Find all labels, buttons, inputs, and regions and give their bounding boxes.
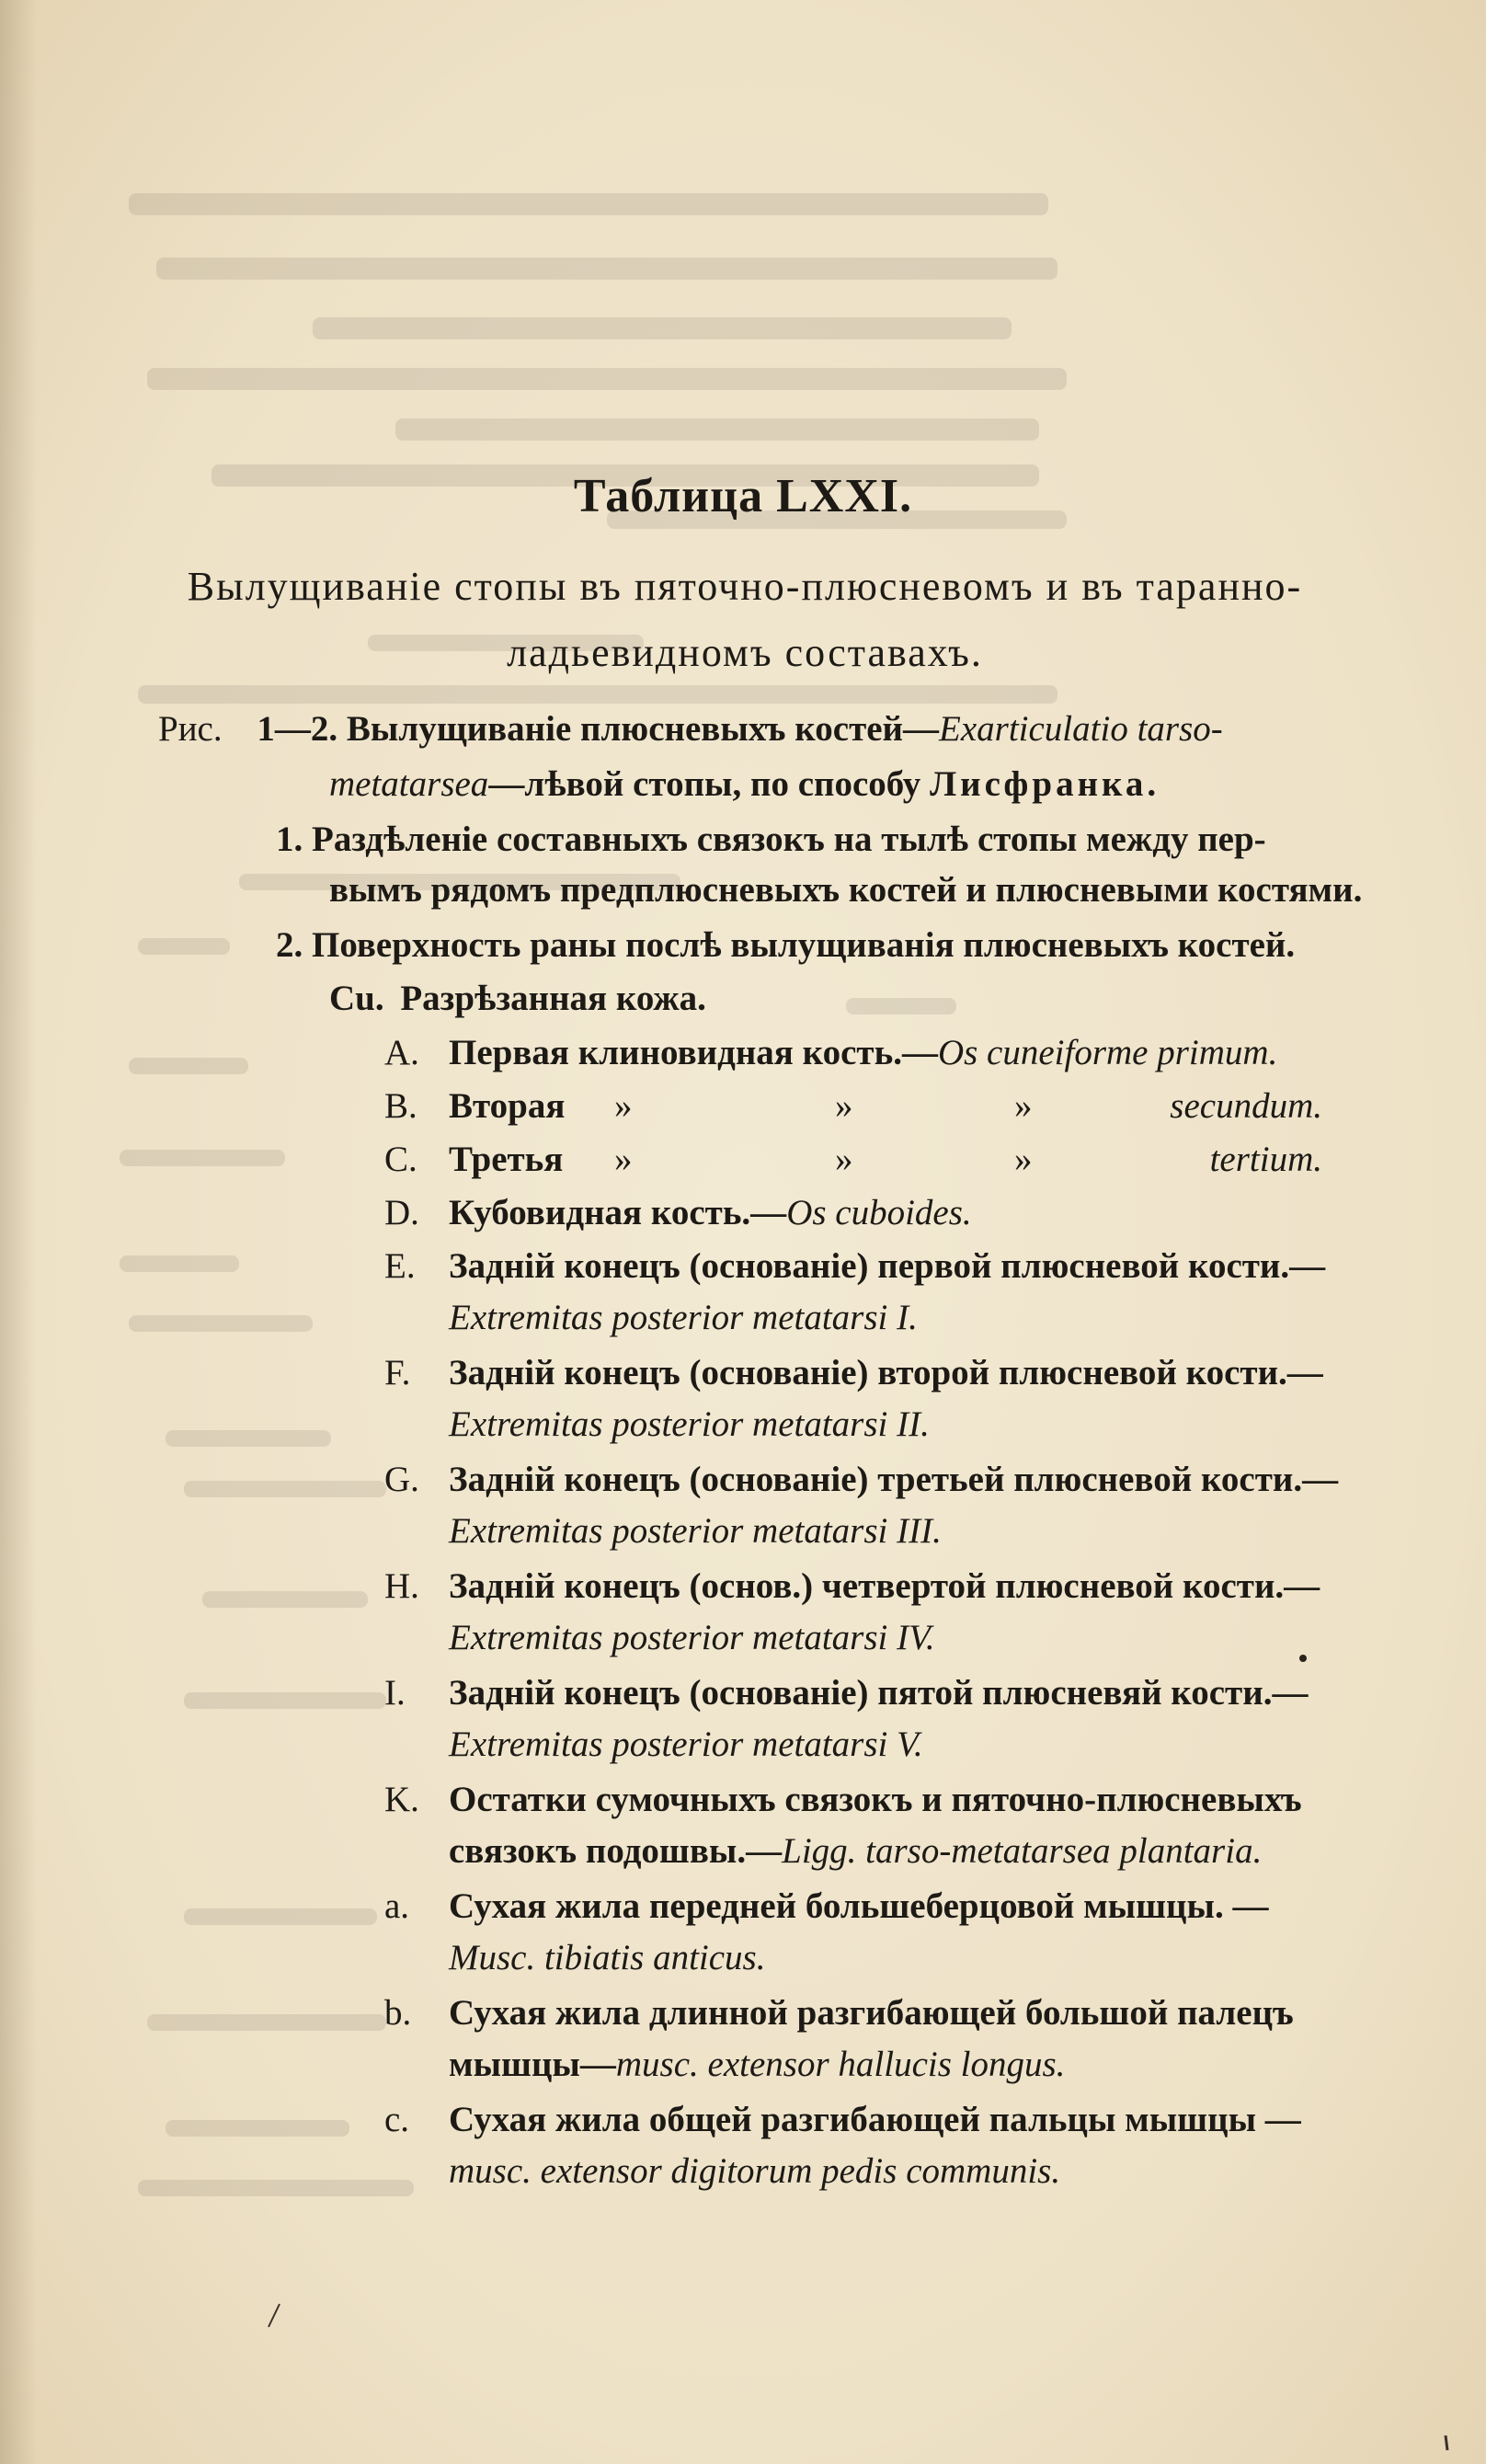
- entry-latin: tertium.: [1209, 1140, 1322, 1179]
- entry-ru: Третья: [449, 1140, 564, 1179]
- item-label: Cu.: [329, 979, 384, 1018]
- entry-ru: связокъ подошвы.—: [449, 1831, 783, 1871]
- figure-caption-line-1: [158, 708, 1223, 750]
- entry-label: B.: [384, 1086, 417, 1126]
- bone-entry: [384, 1032, 1277, 1073]
- entry-ru: Кубовидная кость.—: [449, 1193, 787, 1232]
- entry-latin: musc. extensor digitorum pedis communis.: [449, 2151, 1061, 2191]
- entry-latin: Extremitas posterior metatarsi III.: [449, 1511, 942, 1551]
- entry: [384, 1459, 1338, 1500]
- figure-prefix: Рис.: [158, 709, 223, 749]
- entry-ru: Сухая жила общей разгибающей пальцы мышцы —: [449, 2100, 1301, 2139]
- entry-label: a.: [384, 1886, 410, 1926]
- entry-latin: Os cuneiforme primum.: [937, 1033, 1278, 1072]
- entry-latin: secundum.: [1170, 1086, 1322, 1126]
- list-item: [276, 819, 1266, 860]
- figure-latin: Exarticulatio tarso-: [939, 709, 1223, 749]
- entry-label: D.: [384, 1193, 419, 1232]
- entry-latin: Extremitas posterior metatarsi I.: [449, 1298, 918, 1337]
- item-text: Раздѣленiе составныхъ связокъ на тылѣ стопы между пер-: [312, 819, 1266, 859]
- entry-latin: musc. extensor hallucis longus.: [615, 2045, 1066, 2084]
- subtitle-line: Вылущиванiе стопы въ пяточно-плюсневомъ и въ таранно-: [187, 564, 1303, 609]
- figure-author: Лисфранка.: [930, 764, 1160, 804]
- entry-continuation: [449, 1830, 1262, 1872]
- entry-ru: Заднiй конецъ (основанiе) третьей плюсневой кости.—: [449, 1460, 1339, 1499]
- entry-ru: Заднiй конецъ (основанiе) первой плюсневой кости.—: [449, 1246, 1326, 1286]
- entry-latin: Ligg. tarso-metatarsea plantaria.: [782, 1831, 1263, 1871]
- figure-text: Вылущиванiе плюсневыхъ костей—: [346, 709, 940, 749]
- entry-latin: Os cuboides.: [786, 1193, 972, 1232]
- entry-label: F.: [384, 1353, 411, 1392]
- list-item-continuation: вымъ рядомъ предплюсневыхъ костей и плюсневыми костями.: [329, 870, 1363, 910]
- bone-entry: [384, 1085, 1322, 1127]
- list-item: [276, 924, 1295, 966]
- entry-continuation: [449, 2044, 1065, 2085]
- entry-ru: Заднiй конецъ (основанiе) пятой плюсневяй кости.—: [449, 1673, 1309, 1713]
- item-label: 2.: [276, 925, 303, 965]
- entry: [384, 1245, 1325, 1287]
- entry-ru: Вторая: [449, 1086, 566, 1126]
- entry: [384, 1565, 1320, 1607]
- page-title: Таблица LXXI.: [573, 470, 913, 522]
- entry: [384, 1885, 1268, 1927]
- figure-text: —лѣвой стопы, по способу: [488, 764, 921, 804]
- entry-label: G.: [384, 1460, 419, 1499]
- entry-label: C.: [384, 1140, 417, 1179]
- ditto-mark: »: [835, 1140, 853, 1179]
- entry-latin: Musc. tibiatis anticus.: [449, 1938, 766, 1977]
- ditto-mark: »: [1014, 1140, 1033, 1179]
- entry-ru: Сухая жила длинной разгибающей большой палецъ: [449, 1993, 1294, 2033]
- figure-caption-line-2: [329, 763, 1160, 805]
- figure-latin: metatarsea: [329, 764, 489, 804]
- entry: [384, 2099, 1301, 2140]
- entry: [384, 1672, 1308, 1713]
- ditto-mark: »: [614, 1140, 633, 1179]
- item-text: Поверхность раны послѣ вылущиванiя плюсневыхъ костей.: [312, 925, 1296, 965]
- entry-ru: Первая клиновидная кость.—: [449, 1033, 938, 1072]
- ditto-mark: »: [614, 1086, 633, 1126]
- bone-entry: [384, 1139, 1322, 1180]
- ditto-mark: »: [835, 1086, 853, 1126]
- entry: [384, 1779, 1302, 1820]
- subtitle-line: ладьевидномъ составахъ.: [507, 630, 983, 675]
- entry-ru: Остатки сумочныхъ связокъ и пяточно-плюсневыхъ: [449, 1780, 1302, 1819]
- entry-latin: Extremitas posterior metatarsi V.: [449, 1725, 923, 1764]
- entry-ru: Заднiй конецъ (основанiе) второй плюсневой кости.—: [449, 1353, 1323, 1392]
- entry-label: H.: [384, 1566, 419, 1606]
- bone-entry: [384, 1192, 972, 1233]
- entry-label: I.: [384, 1673, 406, 1713]
- entry-label: E.: [384, 1246, 416, 1286]
- entry-ru: Сухая жила передней большеберцовой мышцы. —: [449, 1886, 1269, 1926]
- figure-number: 1—2.: [257, 709, 338, 749]
- item-text: Разрѣзанная кожа.: [400, 979, 706, 1018]
- ditto-mark: »: [1014, 1086, 1033, 1126]
- entry-latin: Extremitas posterior metatarsi IV.: [449, 1618, 935, 1657]
- entry-ru: Заднiй конецъ (основ.) четвертой плюсневой кости.—: [449, 1566, 1320, 1606]
- entry-label: K.: [384, 1780, 419, 1819]
- entry-label: A.: [384, 1033, 419, 1072]
- list-item: [329, 978, 706, 1019]
- entry-label: c.: [384, 2100, 410, 2139]
- entry-label: b.: [384, 1993, 412, 2033]
- entry-latin: Extremitas posterior metatarsi II.: [449, 1404, 930, 1444]
- entry: [384, 1352, 1323, 1393]
- page-subtitle: [147, 554, 1343, 686]
- item-label: 1.: [276, 819, 303, 859]
- entry: [384, 1992, 1294, 2034]
- entry-ru: мышцы—: [449, 2045, 616, 2084]
